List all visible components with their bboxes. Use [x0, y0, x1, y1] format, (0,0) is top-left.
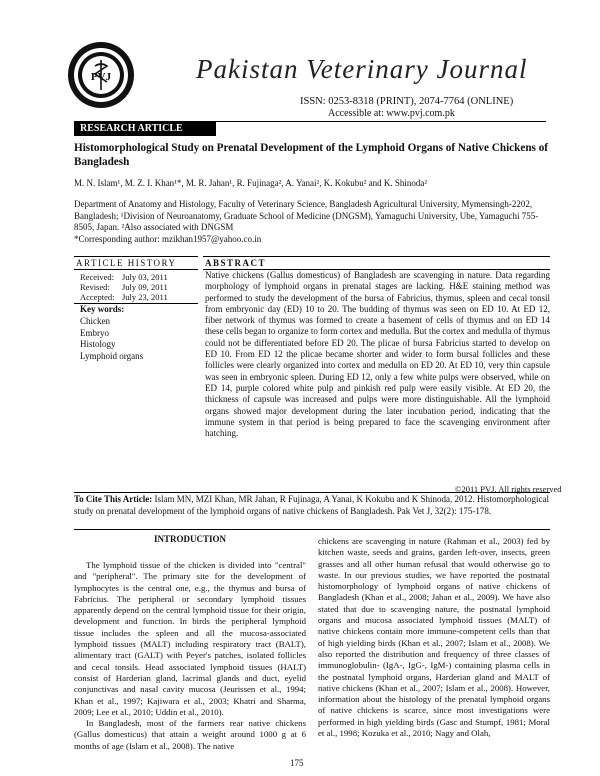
body-column-right — [318, 536, 550, 739]
history-row — [80, 292, 168, 302]
history-label: Revised: — [80, 282, 110, 292]
corresponding-author[interactable]: *Corresponding author: mzikhan1957@yahoo.co.in — [74, 233, 262, 244]
body-column-left — [74, 560, 306, 752]
introduction-heading: INTRODUCTION — [153, 534, 226, 544]
history-row — [80, 282, 168, 292]
page-number: 175 — [290, 758, 304, 768]
keyword: Lymphoid organs — [80, 350, 144, 361]
citation — [74, 494, 550, 517]
journal-name: Pakistan Veterinary Journal — [196, 54, 528, 84]
issn: ISSN: 0253-8318 (PRINT), 2074-7764 (ONLINE) — [300, 96, 514, 107]
abstract-rule-top — [203, 256, 550, 257]
history-heading: ARTICLE HISTORY — [76, 258, 177, 268]
abstract-text: Native chickens (Gallus domesticus) of Bangladesh are scavenging in nature. Data regarding morphology of lymphoid organs in prenatal stages are lacking. H&E staining method was performed to study the development of the bursa of Fabricius, thymus, spleen and cecal tonsil from embryonic day (ED) 10 to 20. The budding of thymus was seen on ED 10. At ED 12, fiber network of thymus was formed to create a basement of cells of thymus and on ED 14 these cells began to organize to form cortex and medulla. But the cortex and medulla of thymus could not be differentiated before ED 20. The plicae of bursa Fabricius started to develop on ED 10. From ED 12 the plicae became shorter and wider to form bursal follicles and these follicles were clearly organized into cortex and medulla on ED 20. At ED 10, very thin capsule was seen in embryonic spleen. During ED 12, only a few white pulps were observed, while on ED 14, purple colored white pulp and pinkish red pulp were easily visible. At ED 20, the thickness of capsule was increased and pulps were more distinguishable. All the lymphoid organs showed major development during the later incubation period, indicating that the immune system in that period is being prepared to face the scavenging environment after hatching. — [205, 270, 550, 439]
history-row — [80, 272, 168, 282]
affiliations — [74, 199, 550, 245]
citation-rule — [74, 492, 550, 493]
journal-logo — [66, 40, 136, 110]
history-date: July 09, 2011 — [122, 282, 168, 292]
paragraph: chickens are scavenging in nature (Rahman et al., 2003) fed by kitchen waste, seeds and grains, garden left-over, insects, green grasses and all other human refusal that would otherwise go to waste. In our previous studies, we have reported the postnatal histomorphology of lymphoid organs of native chickens of Bangladesh (Khan et al., 2008; Jahan et al., 2009). We have also stated that due to scavenging nature, the postnatal lymphoid organs and mucosa associated lymphoid tissues (MALT) of native chickens contain more immune-competent cells than that of high yielding birds (Khan et al., 2007; Islam et al., 2008). We also reported the distribution and frequency of three classes of immunoglobulin- (IgA-, IgG-, IgM-) containing plasma cells in the postnatal lymphoid organs, Harderian gland and MALT of native chickens (Khan et al., 2007; Islam et al., 2008). However, information about the histology of the prenatal lymphoid organs of native chickens is scarce, since most investigations were performed in high yielding birds (Gasc and Stumpf, 1981; Moral et al., 1998; Kozuka et al., 2010; Nagy and Olah, — [318, 536, 550, 739]
citation-rule-bottom — [74, 529, 550, 530]
keyword: Embryo — [80, 327, 109, 338]
history-rule-top — [74, 256, 198, 257]
history-rule-mid — [74, 269, 198, 270]
citation-label: To Cite This Article: — [74, 494, 153, 504]
keyword: Chicken — [80, 316, 110, 326]
journal-url[interactable]: Accessible at: www.pvj.com.pk — [328, 108, 455, 119]
paragraph: The lymphoid tissue of the chicken is divided into "central" and "peripheral". The primary site for the development of lymphocytes is the central one, e.g., the thymus and bursa of Fabricius. The peripheral or secondary lymphoid tissues apparently depend on the central lymphoid tissue for their origin, development and function. In birds the peripheral lymphoid tissue includes the spleen and all the mucosa-associated lymphoid tissues (MALT) including respiratory tract (BALT), alimentary tract (GALT) with Peyer's patches, isolated follicles and cecal tonsils. Head associated lymphoid tissues (HALT) consist of Harderian gland, lacrimal glands and duct, eyelid conjunctivas and nasal cavity mucosa (Jeurissen et al., 1994; Khan et al., 1997; Kajiwara et al., 2003; Khatri and Sharma, 2009; Lee et al., 2010; Uddin et al., 2010). — [74, 560, 306, 717]
keywords-heading: Key words: — [80, 304, 125, 314]
authors: M. N. Islam¹, M. Z. I. Khan¹*, M. R. Jahan¹, R. Fujinaga², A. Yanai², K. Kokubu² and K. Shinoda² — [74, 178, 428, 188]
copyright: ©2011 PVJ. All rights reserved — [455, 484, 562, 494]
keyword: Histology — [80, 339, 116, 349]
keywords-list — [80, 316, 143, 362]
history-date: July 03, 2011 — [122, 272, 168, 282]
affiliation-text: Department of Anatomy and Histology, Faculty of Veterinary Science, Bangladesh Agricultural University, Mymensingh-2202, Bangladesh; ¹Division of Neuroanatomy, Graduate School of Medicine (DNGSM), Yamaguchi University, Ube, Yamaguchi 755-8505, Japan. ²Also associated with DNGSM — [74, 199, 539, 232]
logo-text: PVJ — [90, 71, 112, 83]
article-title: Histomorphological Study on Prenatal Development of the Lymphoid Organs of Native Chickens of Bangladesh — [74, 142, 549, 168]
citation-text: Islam MN, MZI Khan, MR Jahan, R Fujinaga, A Yanai, K Kokubu and K Shinoda, 2012. Histomorphological study on prenatal development of the lymphoid organs of native chickens of Bangladesh. Pak Vet J, 32(2): 175-178. — [74, 494, 549, 516]
history-label: Received: — [80, 272, 114, 282]
abstract-heading: ABSTRACT — [205, 258, 267, 268]
paragraph: In Bangladesh, most of the farmers rear native chickens (Gallus domesticus) that attain a weight around 1000 g at 6 months of age (Islam et al., 2008). The native — [74, 718, 306, 751]
section-label: RESEARCH ARTICLE — [74, 122, 216, 136]
history-label: Accepted: — [80, 292, 115, 302]
history-date: July 23, 2011 — [122, 292, 168, 302]
